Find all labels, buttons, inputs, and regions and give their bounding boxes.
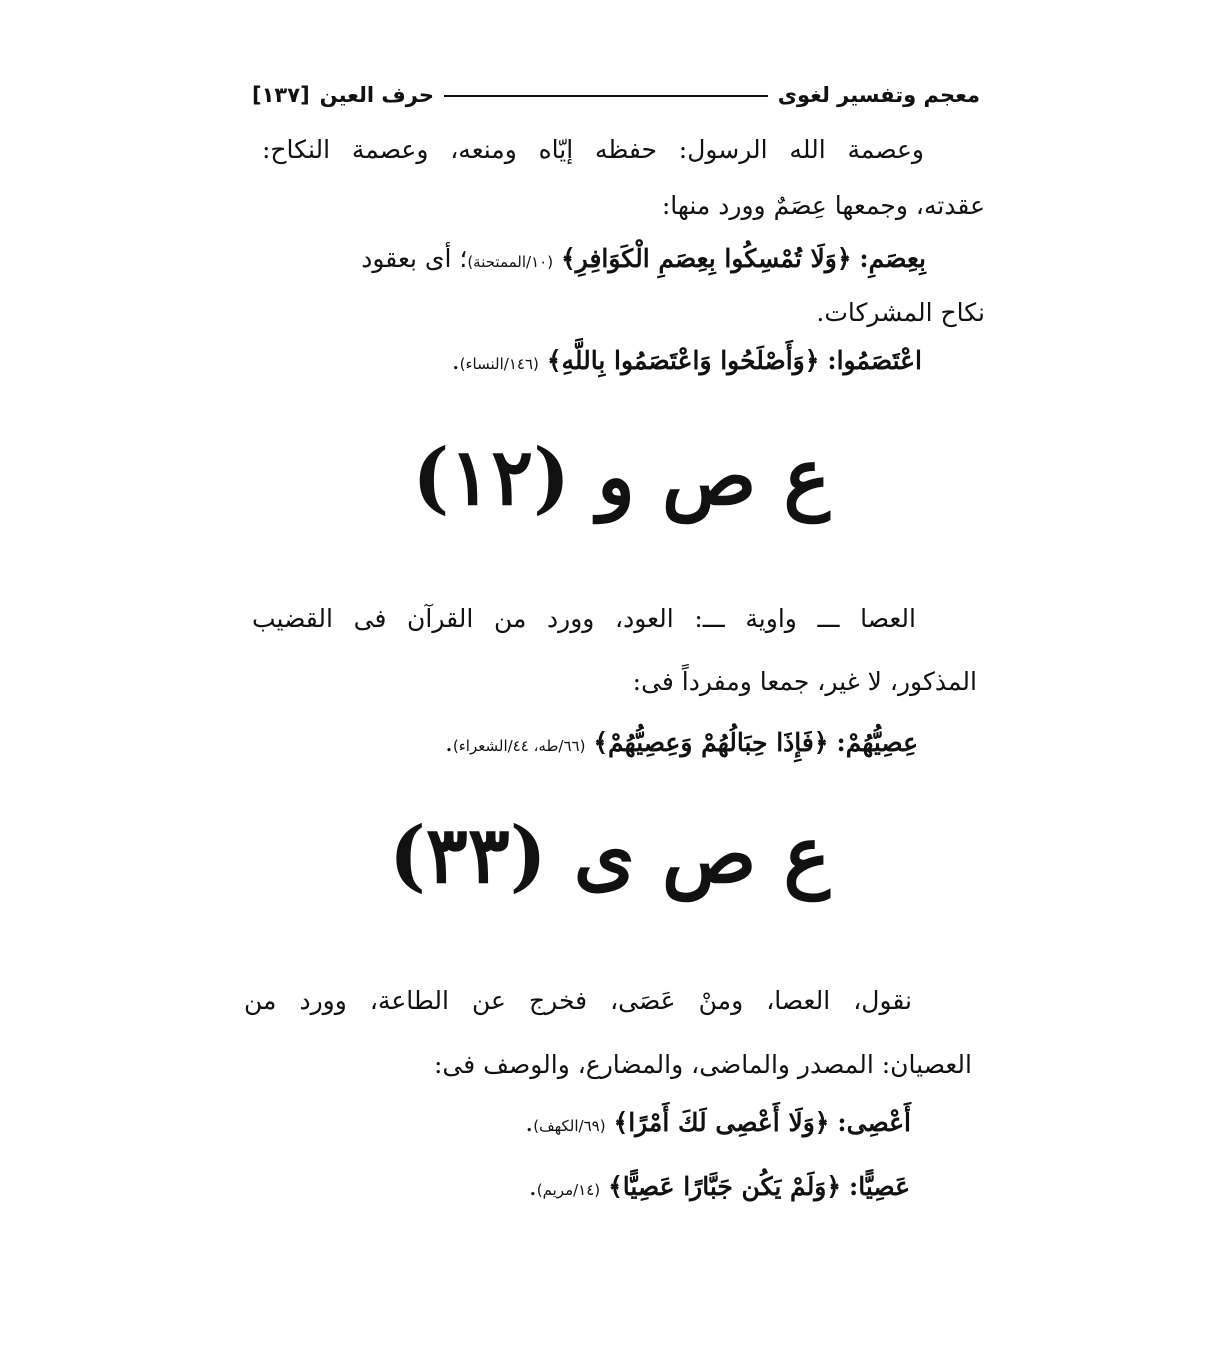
headword: اعْتَصَمُوا: xyxy=(827,346,922,375)
root-letters: ع ص و xyxy=(597,432,830,523)
quran-citation xyxy=(460,1172,910,1202)
root-letters: ع ص ى xyxy=(573,810,830,901)
period: . xyxy=(528,1172,537,1201)
page-number: [١٣٧] xyxy=(252,83,310,107)
gloss-text: ؛ أى بعقود xyxy=(361,244,468,273)
quran-citation xyxy=(455,1108,911,1138)
verse-reference: (٦٦/طه، ٤٤/الشعراء) xyxy=(452,737,586,755)
paragraph-line: نكاح المشركات. xyxy=(816,298,985,327)
verse-reference: (١٠/الممتحنة) xyxy=(467,253,554,271)
quran-citation xyxy=(250,244,926,274)
section-title: حرف العين xyxy=(319,83,434,107)
quran-citation xyxy=(390,346,922,376)
headword: أَعْصِى: xyxy=(837,1108,911,1137)
root-count: (١٢) xyxy=(412,432,571,523)
headword: عِصِيُّهُمْ: xyxy=(836,728,918,757)
headword: بِعِصَمِ: xyxy=(859,244,926,273)
root-count: (٣٣) xyxy=(389,810,547,901)
quran-quote: ﴿وَأَصْلَحُوا وَاعْتَصَمُوا بِاللَّهِ﴾ xyxy=(546,346,820,375)
quran-quote: ﴿وَلَا أَعْصِى لَكَ أَمْرًا﴾ xyxy=(613,1108,830,1137)
paragraph-line: عقدته، وجمعها عِصَمٌ وورد منها: xyxy=(661,191,985,220)
period: . xyxy=(444,728,453,757)
paragraph-line: المذكور، لا غير، جمعا ومفرداً فى: xyxy=(632,667,977,696)
root-heading xyxy=(389,810,830,901)
quran-quote: ﴿وَلَمْ يَكُن جَبَّارًا عَصِيًّا﴾ xyxy=(608,1172,842,1201)
paragraph-line: وعصمة الله الرسول: حفظه إيّاه ومنعه، وعصمة النكاح: xyxy=(262,135,924,164)
quran-citation xyxy=(350,728,918,758)
running-header xyxy=(252,78,980,112)
root-heading xyxy=(412,432,830,523)
quran-quote: ﴿وَلَا تُمْسِكُوا بِعِصَمِ الْكَوَافِرِ﴾ xyxy=(561,244,852,273)
paragraph-line: نقول، العصا، ومنْ عَصَى، فخرج عن الطاعة، وورد من xyxy=(244,986,912,1015)
book-title: معجم وتفسير لغوى xyxy=(777,83,980,107)
period: . xyxy=(451,346,460,375)
headword: عَصِيًّا: xyxy=(849,1172,910,1201)
verse-reference: (١٤٦/النساء) xyxy=(459,355,539,373)
header-rule xyxy=(444,95,768,97)
quran-quote: ﴿فَإِذَا حِبَالُهُمْ وَعِصِيُّهُمْ﴾ xyxy=(593,728,829,757)
verse-reference: (١٤/مريم) xyxy=(536,1181,601,1199)
verse-reference: (٦٩/الكهف) xyxy=(533,1117,606,1135)
paragraph-line: العصيان: المصدر والماضى، والمضارع، والوصف فى: xyxy=(433,1050,972,1079)
paragraph-line: العصا ـــ واوية ـــ: العود، وورد من القرآن فى القضيب xyxy=(252,604,916,633)
period: . xyxy=(525,1108,534,1137)
